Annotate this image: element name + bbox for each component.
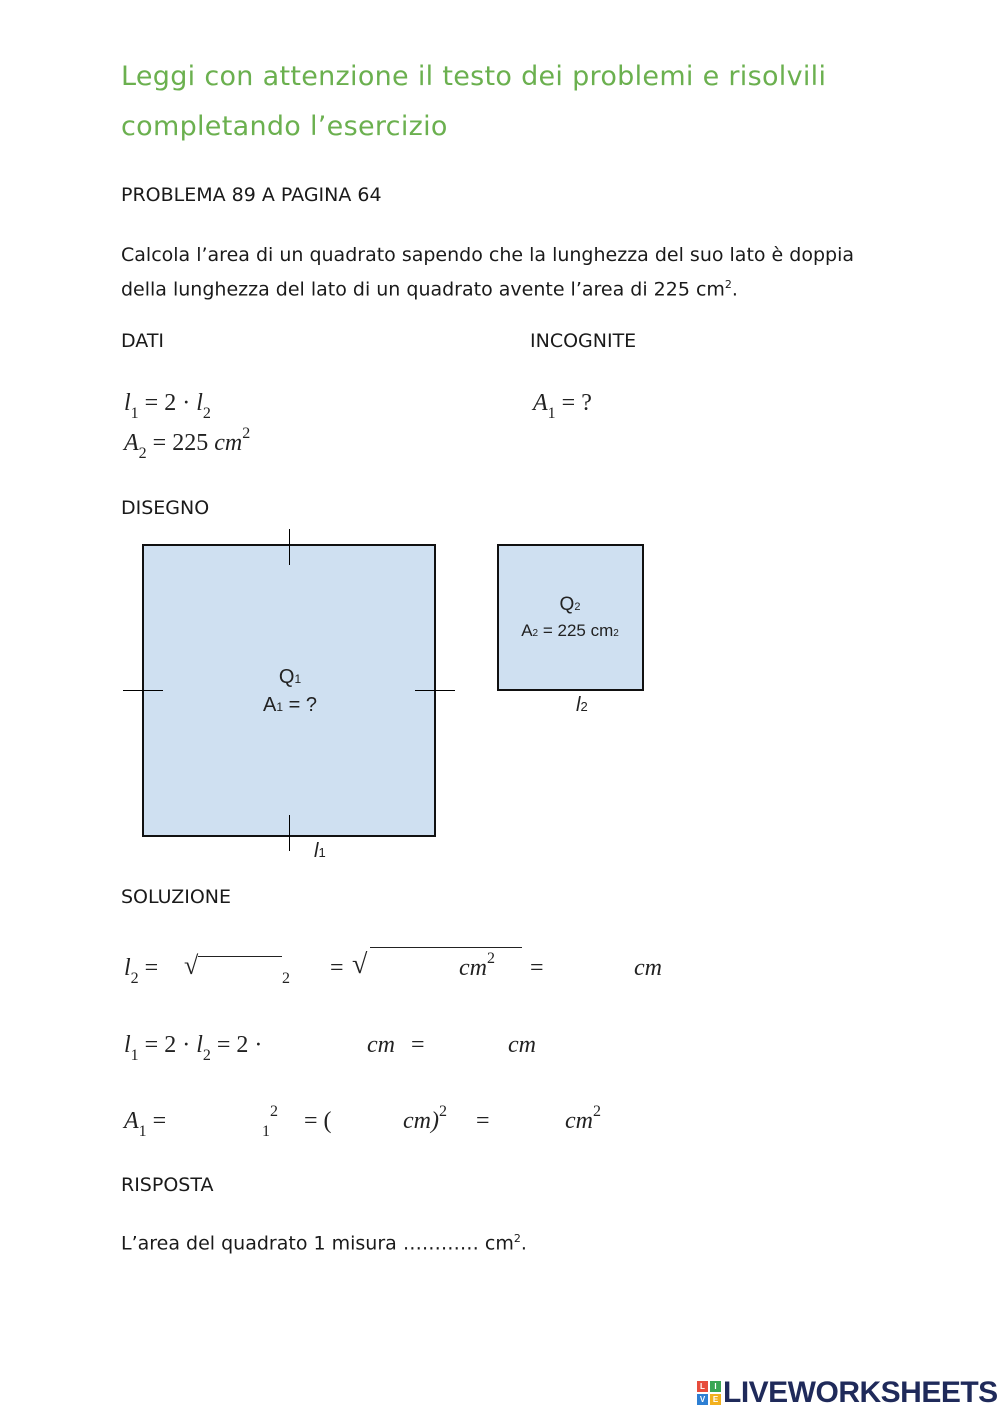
blank-side-symbol[interactable] [192, 1108, 260, 1138]
square-2-side-label: l2 [576, 694, 588, 716]
blank-area-result[interactable] [500, 1108, 562, 1138]
problem-heading: PROBLEMA 89 A PAGINA 64 [121, 184, 382, 206]
sqrt-1-sub: 2 [282, 970, 290, 987]
solution-row-2-eq: = [411, 1032, 425, 1058]
dati-heading: DATI [121, 330, 165, 352]
solution-row-1-unit2: cm [634, 955, 662, 981]
sqrt-bar-2 [370, 947, 522, 948]
tick-bottom [289, 815, 290, 851]
square-2-name: Q2 [559, 594, 581, 615]
liveworksheets-badge-icon: L I V E [697, 1381, 721, 1405]
blank-sqrt-1[interactable] [198, 960, 278, 988]
sqrt-bar-1 [198, 956, 282, 957]
solution-row-3-eq3: = [476, 1108, 490, 1134]
blank-l2-result[interactable] [555, 955, 627, 985]
instruction-line-1: Leggi con attenzione il testo dei problemi e risolvili [121, 61, 827, 92]
disegno-heading: DISEGNO [121, 497, 210, 519]
blank-l1-result[interactable] [436, 1032, 504, 1062]
incognite-heading: INCOGNITE [530, 330, 637, 352]
solution-row-3-eq2: = ( [304, 1108, 332, 1134]
tick-left [123, 690, 163, 691]
tick-top [289, 529, 290, 565]
blank-l2-value[interactable] [298, 1032, 362, 1062]
dati-eq-1: $l_1 = 2 \cdot l_2$ [124, 390, 211, 422]
problem-text-sup: 2 [724, 278, 732, 291]
solution-row-3-exp: $_1^2$ [262, 1103, 278, 1140]
solution-row-2-unit: cm [367, 1032, 395, 1058]
solution-row-1-eq2: = [330, 955, 344, 981]
solution-row-1-eq3: = [530, 955, 544, 981]
solution-row-2-lhs: $l_1 = 2 \cdot l_2 = 2$ · [124, 1032, 263, 1064]
problem-text [121, 241, 891, 304]
solution-row-2-unit2: cm [508, 1032, 536, 1058]
blank-l1-value[interactable] [342, 1108, 400, 1138]
problem-text-line-1: Calcola l’area di un quadrato sapendo che la lunghezza del suo lato è doppia [121, 244, 855, 266]
square-1-name: Q1 [278, 666, 302, 688]
solution-row-1-unit: $cm^2$ [459, 950, 495, 981]
solution-row-3-unit2: $cm^2$ [565, 1103, 601, 1134]
solution-row-1-lhs: $l_2$ = [124, 955, 159, 987]
square-1-side-label: l1 [314, 840, 326, 862]
square-2-area: A2 = 225 cm2 [521, 621, 619, 640]
sqrt-symbol-2: √ [352, 949, 368, 980]
instruction-line-2: completando l’esercizio [121, 111, 448, 142]
liveworksheets-logo: LIVEWORKSHEETS [723, 1376, 998, 1409]
soluzione-heading: SOLUZIONE [121, 886, 232, 908]
answer-blank[interactable] [410, 1232, 476, 1258]
incognite-eq: $A_1$ = ? [533, 390, 592, 422]
solution-row-3-unit: cm)$^2$ [403, 1103, 447, 1134]
problem-text-line-2: della lunghezza del lato di un quadrato avente l’area di 225 cm [121, 278, 725, 301]
square-2 [497, 544, 644, 691]
sqrt-symbol-1: √ [184, 951, 199, 980]
risposta-text: L’area del quadrato 1 misura ………… $cm^2$. [121, 1232, 527, 1255]
square-1 [142, 544, 436, 837]
tick-right [415, 690, 455, 691]
square-1-area: A1 = ? [263, 694, 317, 716]
problem-text-end: . [731, 278, 738, 301]
solution-row-3-lhs: $A_1$ = [124, 1108, 167, 1140]
dati-eq-2: $A_2 = 225$ $cm^2$ [124, 425, 251, 462]
risposta-heading: RISPOSTA [121, 1174, 214, 1196]
blank-sqrt-2[interactable] [375, 953, 455, 983]
